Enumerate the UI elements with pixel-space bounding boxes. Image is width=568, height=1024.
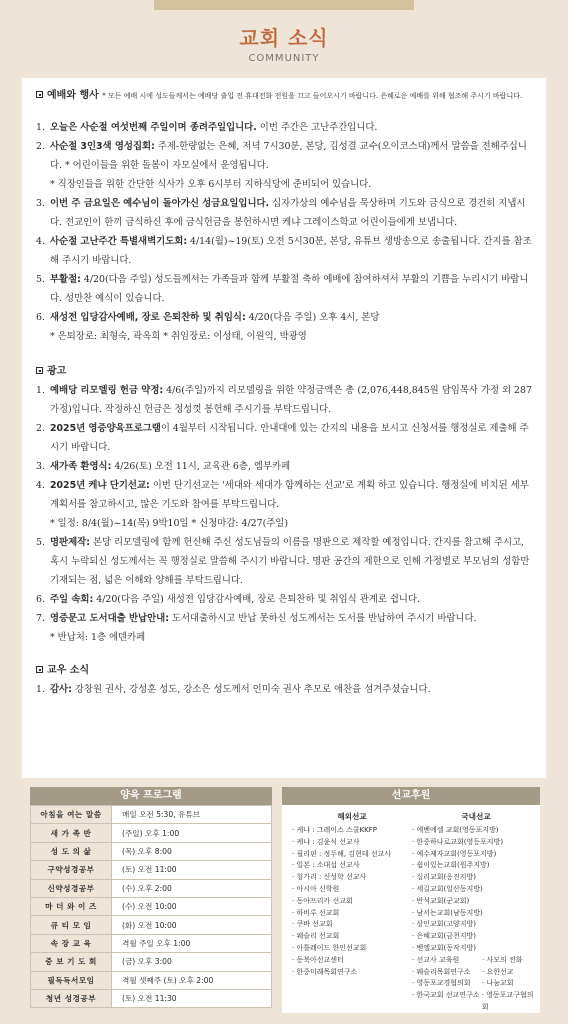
- item-bold-title: 부활절:: [50, 274, 81, 285]
- item-body: 4/26(토) 오전 11시, 교육관 6층, 엠부카페: [111, 461, 291, 472]
- domestic-mission-item: · 세길교회(일산동지방): [412, 884, 540, 896]
- page-subtitle: COMMUNITY: [248, 53, 320, 64]
- item-body: 4/20(다음 주일) 오후 4시, 본당: [245, 312, 380, 323]
- domestic-pair-row: [412, 967, 540, 979]
- domestic-title: 국내선교: [461, 812, 491, 821]
- item-body: 강창원 권사, 강성훈 성도, 강소은 성도께서 인미숙 권사 추모로 애찬을 섬겨주셨습니다.: [71, 684, 431, 695]
- table-row: [31, 971, 272, 989]
- domestic-pair-item: · 웨슬리목회연구소: [412, 967, 482, 979]
- program-time: (토) 오전 11:30: [112, 989, 272, 1007]
- domestic-mission-item: · 십리교회(옹진지방): [412, 872, 540, 884]
- program-name: 청년 성경공부: [31, 989, 112, 1007]
- ads-section-heading: 광고: [36, 362, 536, 381]
- item-body: 4/14(월)~19(토) 오전 5시30분, 본당, 유튜브 생방송으로 송출됩니다. 간지를 참조해 주시기 바랍니다.: [50, 236, 532, 266]
- program-time: (금) 오후 3:00: [112, 953, 272, 971]
- program-name: 아침을 여는 말씀: [31, 806, 112, 824]
- table-row: [31, 916, 272, 934]
- program-time: 격월 셋째주 (토) 오후 2:00: [112, 971, 272, 989]
- item-bold-title: 이번 주 금요일은 예수님이 돌아가신 성금요일입니다.: [50, 198, 270, 209]
- item-number: 6.: [36, 594, 45, 605]
- overseas-mission-item: · 한중미래목회연구소: [292, 967, 412, 979]
- domestic-pair-item: · 사모의 전화: [482, 955, 523, 967]
- square-bullet-icon: [36, 367, 43, 374]
- table-row: [31, 842, 272, 860]
- item-bold-title: 명판제작:: [50, 537, 90, 548]
- domestic-mission-item: · 남서는교회(남동지방): [412, 908, 540, 920]
- mission-box: [282, 787, 540, 1013]
- program-heading: 양육 프로그램: [30, 787, 272, 805]
- list-item: [36, 118, 536, 137]
- domestic-pair-item: · 한국교회 선교연구소: [412, 990, 482, 1014]
- domestic-mission-item: · 벧엘교회(동작지방): [412, 943, 540, 955]
- item-number: 1.: [36, 385, 45, 396]
- list-item: [36, 194, 536, 232]
- program-time: (수) 오후 2:00: [112, 879, 272, 897]
- list-item: [36, 457, 536, 476]
- members-section-heading: 교우 소식: [36, 661, 536, 680]
- program-name: 중 보 기 도 회: [31, 953, 112, 971]
- list-item: [36, 308, 536, 346]
- square-bullet-icon: [36, 666, 43, 673]
- list-item: [36, 476, 536, 533]
- item-bold-title: 새성전 입당감사예배, 장로 은퇴찬하 및 취임식:: [50, 312, 246, 323]
- square-bullet-icon: [36, 91, 43, 98]
- item-bold-title: 사순절 고난주간 특별새벽기도회:: [50, 236, 188, 247]
- program-time: (토) 오전 11:00: [112, 861, 272, 879]
- program-time: 매일 오전 5:30, 유튜브: [112, 806, 272, 824]
- worship-section-heading: 예배와 행사 * 모든 예배 시에 성도들께서는 예배당 출입 전 휴대전화 전원을 끄고 들어오시기 바랍니다. 은혜로운 예배를 위해 협조해 주시기 바랍니다.: [36, 86, 536, 106]
- program-name: 성 도 의 삶: [31, 842, 112, 860]
- table-row: [31, 806, 272, 824]
- item-text: [50, 533, 536, 590]
- program-time: (목) 오후 8:00: [112, 842, 272, 860]
- list-item: [36, 590, 536, 609]
- program-time: (주일) 오후 1:00: [112, 824, 272, 842]
- item-number: 3.: [36, 461, 45, 472]
- program-table-box: [30, 787, 272, 1013]
- item-body: 이 4월부터 시작됩니다. 안내대에 있는 간지의 내용을 보시고 신청서를 행정실로 제출해 주시기 바랍니다.: [50, 423, 529, 453]
- item-bold-title: 2025년 영증양육프로그램: [50, 423, 161, 434]
- program-name: 필독독서모임: [31, 971, 112, 989]
- domestic-mission-item: · 한중하나로교회(영등포지방): [412, 837, 540, 849]
- program-name: 구약성경공부: [31, 861, 112, 879]
- item-text: [50, 680, 536, 699]
- item-number: 4.: [36, 236, 45, 247]
- item-number: 2.: [36, 423, 45, 434]
- item-subnote: * 일정: 8/4(월)~14(목) 9박10일 * 신청마감: 4/27(주일): [50, 518, 289, 529]
- item-text: [50, 457, 536, 476]
- overseas-mission-item: · 동아프리카 선교회: [292, 896, 412, 908]
- list-item: [36, 232, 536, 270]
- item-text: [50, 381, 536, 419]
- program-name: 새 가 족 반: [31, 824, 112, 842]
- program-time: (화) 오전 10:00: [112, 916, 272, 934]
- list-item: [36, 609, 536, 647]
- domestic-mission-item: · 은혜교회(금천지방): [412, 931, 540, 943]
- overseas-mission-item: · 헝가리 : 신성학 선교사: [292, 872, 412, 884]
- table-row: [31, 879, 272, 897]
- list-item: [36, 381, 536, 419]
- overseas-mission-item: · 동북아선교센터: [292, 955, 412, 967]
- program-name: 신약성경공부: [31, 879, 112, 897]
- item-bold-title: 영증문고 도서대출 반납안내:: [50, 613, 169, 624]
- item-text: [50, 609, 536, 647]
- domestic-pair-item: · 요한선교: [482, 967, 514, 979]
- domestic-pair-row: [412, 990, 540, 1014]
- item-subnote: * 은퇴장로: 최형숙, 곽옥희 * 취임장로: 이성태, 이원익, 박광영: [50, 331, 307, 342]
- overseas-title: 해외선교: [337, 812, 367, 821]
- worship-note: * 모든 예배 시에 성도들께서는 예배당 출입 전 휴대전화 전원을 끄고 들어오시기 바랍니다. 은혜로운 예배를 위해 협조해 주시기 바랍니다.: [102, 92, 523, 100]
- item-number: 4.: [36, 480, 45, 491]
- overseas-mission-item: · 일본 : 소대섭 선교사: [292, 860, 412, 872]
- item-bold-title: 2025년 케냐 단기선교:: [50, 480, 150, 491]
- overseas-mission-item: · 하비루 선교회: [292, 908, 412, 920]
- members-list: [36, 680, 536, 699]
- domestic-pair-row: [412, 955, 540, 967]
- list-item: [36, 419, 536, 457]
- table-row: [31, 824, 272, 842]
- table-row: [31, 953, 272, 971]
- item-text: [50, 476, 536, 533]
- item-body: 이번 단기선교는 '세대와 세대가 함께하는 선교'로 계획 하고 있습니다. 행정실에 비치된 세부 계획서를 참고하시고, 많은 기도와 참여를 부탁드립니다.: [50, 480, 529, 510]
- program-name: 마 더 와 이 즈: [31, 897, 112, 915]
- list-item: [36, 137, 536, 194]
- program-name: 큐 티 모 임: [31, 916, 112, 934]
- item-text: [50, 270, 536, 308]
- item-bold-title: 오늘은 사순절 여섯번째 주일이며 종려주일입니다.: [50, 122, 257, 133]
- item-text: [50, 232, 536, 270]
- domestic-pair-row: [412, 978, 540, 990]
- overseas-mission-item: · 아시아 신학원: [292, 884, 412, 896]
- item-text: [50, 590, 536, 609]
- mission-heading: 선교후원: [282, 787, 540, 805]
- page-title: 교회 소식: [239, 26, 329, 50]
- item-number: 3.: [36, 198, 45, 209]
- table-row: [31, 897, 272, 915]
- item-bold-title: 감사:: [50, 684, 72, 695]
- item-subnote: * 직장인들을 위한 간단한 식사가 오후 6시부터 지하식당에 준비되어 있습니다.: [50, 179, 372, 190]
- item-bold-title: 사순절 3인3색 영성집회:: [50, 141, 155, 152]
- item-body: 4/20(다음 주일) 새성전 입당감사예배, 장로 은퇴찬하 및 취임식 관계로 쉽니다.: [93, 594, 421, 605]
- domestic-mission-column: [412, 805, 540, 1014]
- item-body: 주제-한량없는 은혜, 저녁 7시30분, 본당, 김성결 교수(오이코스대)께서 말씀을 전해주십니다. * 어린이들을 위한 돌봄이 자모실에서 운영됩니다.: [50, 141, 527, 171]
- domestic-pair-item: · 영동포교구협의회: [482, 990, 540, 1014]
- domestic-pair-item: · 영동포교경협의회: [412, 978, 482, 990]
- list-item: [36, 270, 536, 308]
- domestic-mission-item: · 반석교회(군교회): [412, 896, 540, 908]
- worship-list: [36, 118, 536, 346]
- domestic-mission-item: · 에벤에셀 교회(영동포지방): [412, 825, 540, 837]
- top-accent-bar: [154, 0, 414, 10]
- item-text: [50, 118, 536, 137]
- table-row: [31, 934, 272, 952]
- overseas-mission-item: · 쿠바 선교회: [292, 919, 412, 931]
- item-body: 도서대출하시고 반납 못하신 성도께서는 도서를 반납하여 주시기 바랍니다.: [168, 613, 477, 624]
- item-number: 6.: [36, 312, 45, 323]
- table-row: [31, 861, 272, 879]
- list-item: [36, 680, 536, 699]
- item-body: 이번 주간은 고난주간입니다.: [256, 122, 378, 133]
- item-subnote: * 반납처: 1층 에덴카페: [50, 632, 146, 643]
- table-row: [31, 989, 272, 1007]
- list-item: [36, 533, 536, 590]
- program-table: [30, 805, 272, 1008]
- overseas-mission-item: · 케냐 : 그레이스 스쿨KKFP: [292, 825, 412, 837]
- overseas-mission-column: [282, 805, 412, 1014]
- program-time: (수) 오전 10:00: [112, 897, 272, 915]
- item-bold-title: 예배당 리모델링 헌금 약정:: [50, 385, 164, 396]
- domestic-pair-item: · 선교사 교육원: [412, 955, 482, 967]
- item-body: 십자가상의 예수님을 묵상하며 기도와 금식으로 경건히 지냅시다. 전교인이 한끼 금식하신 후에 금식헌금을 봉헌하시면 케냐 그레이스학교 어린이들에게 보냅니다.: [50, 198, 526, 228]
- item-body: 4/6(주일)까지 리모델링을 위한 약정금액은 총 (2,076,448,845원 담임목사 가정 외 287가정)입니다. 작정하신 헌금은 정성껏 봉헌해 주시기를 부탁드립니다.: [50, 385, 532, 415]
- news-content: [36, 86, 536, 699]
- item-text: [50, 137, 536, 194]
- item-text: [50, 308, 536, 346]
- overseas-mission-item: · 케냐 : 김윤식 선교사: [292, 837, 412, 849]
- item-body: 본당 리모델링에 함께 헌신해 주신 성도님들의 이름을 명판으로 제작할 예정입니다. 간지를 참고해 주시고, 혹시 누락되신 성도께서는 꼭 행정실로 말씀해 주시기 바랍니다. 명판 공간의 제한으로 인해 가정별로 부모님의 성함만 기재되는 점, 넓은 이해와 양해를 부탁드립니다.: [50, 537, 530, 586]
- item-number: 7.: [36, 613, 45, 624]
- domestic-mission-item: · 상인교회(고양지방): [412, 919, 540, 931]
- item-number: 5.: [36, 274, 45, 285]
- item-bold-title: 새가족 환영식:: [50, 461, 112, 472]
- domestic-mission-item: · 쉼이있는교회(원주지방): [412, 860, 540, 872]
- item-number: 5.: [36, 537, 45, 548]
- item-bold-title: 주일 속회:: [50, 594, 94, 605]
- overseas-mission-item: · 웨슬리 선교회: [292, 931, 412, 943]
- ads-list: [36, 381, 536, 647]
- overseas-mission-item: · 아틀레이드 한인선교회: [292, 943, 412, 955]
- domestic-mission-item: · 예수제자교회(영등포지방): [412, 849, 540, 861]
- item-body: 4/20(다음 주일) 성도들께서는 가족들과 함께 부활절 축하 예배에 참여하셔서 부활의 기쁨을 누리시기 바랍니다. 성만찬 예식이 있습니다.: [50, 274, 529, 304]
- item-number: 1.: [36, 122, 45, 133]
- program-name: 속 장 교 육: [31, 934, 112, 952]
- overseas-mission-item: · 필리핀 : 정두해, 김현테 선교사: [292, 849, 412, 861]
- item-number: 1.: [36, 684, 45, 695]
- item-text: [50, 194, 536, 232]
- item-text: [50, 419, 536, 457]
- item-number: 2.: [36, 141, 45, 152]
- program-time: 격월 주일 오후 1:00: [112, 934, 272, 952]
- domestic-pair-item: · 나눔교회: [482, 978, 514, 990]
